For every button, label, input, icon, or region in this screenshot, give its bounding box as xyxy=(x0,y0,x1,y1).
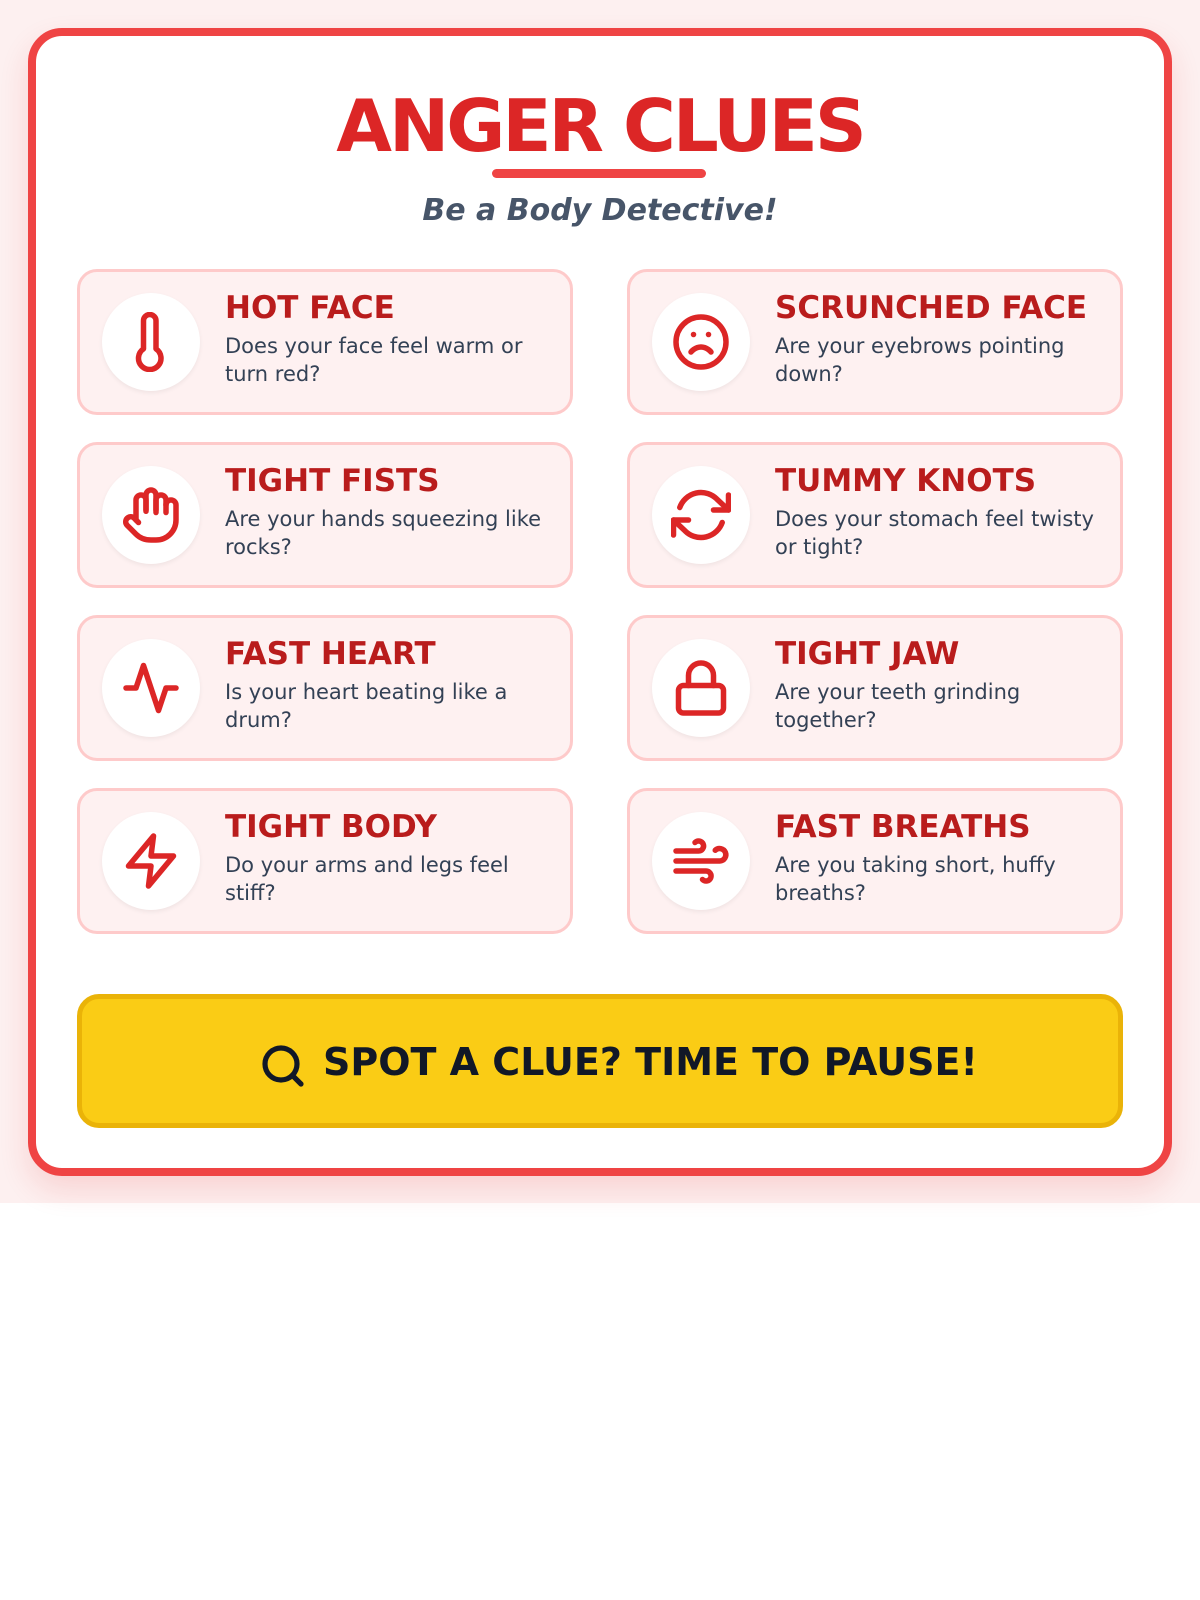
clue-title: FAST BREATHS xyxy=(775,809,1031,845)
clue-card-fast-breaths xyxy=(627,788,1123,934)
clue-title: TIGHT BODY xyxy=(225,809,437,845)
cta-label: SPOT A CLUE? TIME TO PAUSE! xyxy=(323,1040,978,1084)
clue-card-tight-jaw xyxy=(627,615,1123,761)
wind-icon xyxy=(652,812,750,910)
clue-card-hot-face xyxy=(77,269,573,415)
hand-icon xyxy=(102,466,200,564)
clue-card-scrunched-face xyxy=(627,269,1123,415)
clue-title: TIGHT JAW xyxy=(775,636,960,672)
refresh-icon xyxy=(652,466,750,564)
search-icon xyxy=(259,1042,307,1090)
clue-card-tummy-knots xyxy=(627,442,1123,588)
thermometer-icon xyxy=(102,293,200,391)
page-subtitle: Be a Body Detective! xyxy=(422,193,778,228)
clue-text: Are your eyebrows pointing down? xyxy=(775,334,1065,386)
spot-a-clue-button[interactable] xyxy=(77,994,1123,1128)
clue-card-tight-body xyxy=(77,788,573,934)
frown-icon xyxy=(652,293,750,391)
lock-icon xyxy=(652,639,750,737)
clue-text: Is your heart beating like a drum? xyxy=(225,680,508,732)
clue-title: TUMMY KNOTS xyxy=(775,463,1037,499)
clue-text: Do your arms and legs feel stiff? xyxy=(225,853,509,905)
page-title: ANGER CLUES xyxy=(336,84,864,168)
clue-text: Are your hands squeezing like rocks? xyxy=(225,507,542,559)
clue-text: Does your face feel warm or turn red? xyxy=(225,334,523,386)
clue-title: FAST HEART xyxy=(225,636,436,672)
clue-text: Are your teeth grinding together? xyxy=(775,680,1021,732)
clue-card-fast-heart xyxy=(77,615,573,761)
clue-card-tight-fists xyxy=(77,442,573,588)
title-underline xyxy=(492,169,706,178)
clue-title: HOT FACE xyxy=(225,290,395,326)
clue-title: TIGHT FISTS xyxy=(225,463,440,499)
clue-text: Are you taking short, huffy breaths? xyxy=(775,853,1056,905)
heartbeat-icon xyxy=(102,639,200,737)
lightning-icon xyxy=(102,812,200,910)
clue-title: SCRUNCHED FACE xyxy=(775,290,1087,326)
clue-text: Does your stomach feel twisty or tight? xyxy=(775,507,1094,559)
